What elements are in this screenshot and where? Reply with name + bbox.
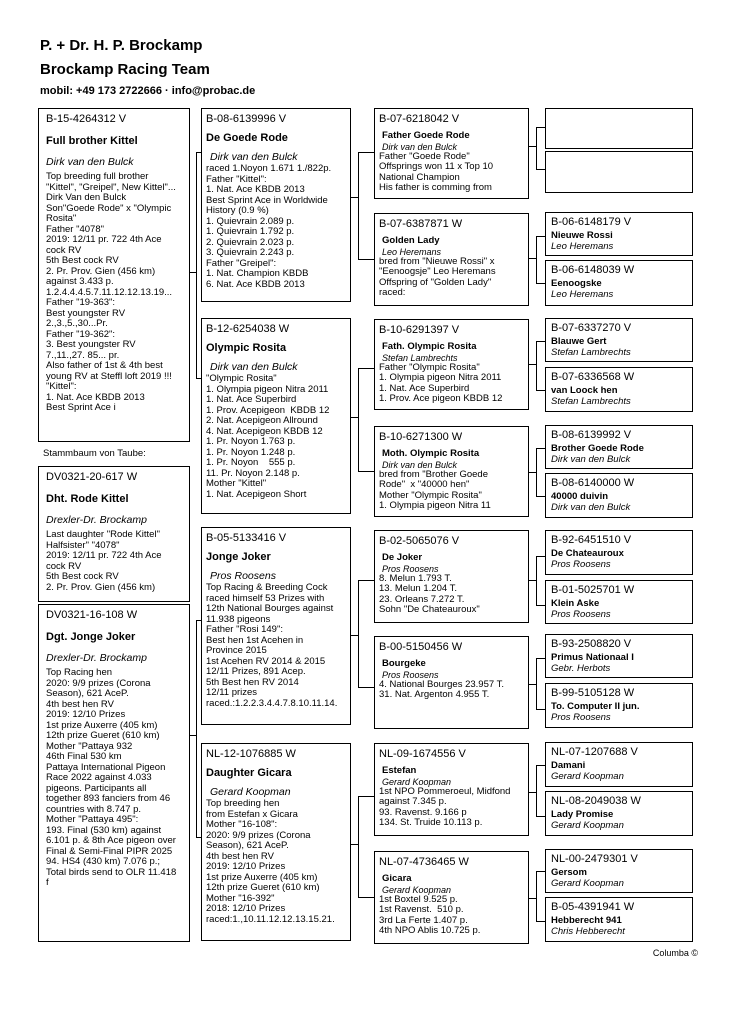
connector <box>536 871 537 922</box>
connector <box>536 556 545 557</box>
breeder-owner: Gerard Koopman <box>210 786 291 798</box>
ring-number: B-06-6148179 V <box>551 216 632 228</box>
ring-number: B-01-5025701 W <box>551 584 635 596</box>
connector <box>350 635 358 636</box>
parent-card-mother[interactable] <box>201 318 351 514</box>
pigeon-name: Estefan <box>382 765 417 776</box>
breeder-owner: Stefan Lambrechts <box>382 352 458 363</box>
pedigree-notes: 4. National Bourges 23.957 T. 31. Nat. Argenton 4.955 T. <box>379 678 504 700</box>
breeder-name: P. + Dr. H. P. Brockamp <box>40 37 203 54</box>
pedigree-notes: bred from "Nieuwe Rossi" x "Eenoogsje" Leo Heremans Offspring of "Golden Lady" raced: <box>379 255 496 298</box>
pigeon-name: Father Goede Rode <box>382 130 470 141</box>
ring-number: B-15-4264312 V <box>46 113 127 125</box>
pedigree-notes: bred from "Brother Goede Rode" x "40000 hen" Mother "Olympic Rosita" 1. Olympia pigeon Nitra 11 <box>379 468 491 511</box>
ring-number: B-02-5065076 V <box>379 535 460 547</box>
great-grandparent-card[interactable] <box>545 849 693 893</box>
pigeon-name: Fath. Olympic Rosita <box>382 341 477 352</box>
pigeon-name: Nieuwe Rossi <box>551 230 613 241</box>
breeder-owner: Pros Roosens <box>382 669 439 680</box>
pedigree-notes: Father "Goede Rode" Offsprings won 11 x Top 10 National Champion His father is comming from <box>379 150 494 193</box>
pigeon-name: Olympic Rosita <box>206 342 287 354</box>
breeder-owner: Dirk van den Bulck <box>210 361 298 373</box>
pigeon-name: Klein Aske <box>551 598 600 609</box>
connector <box>536 341 545 342</box>
pigeon-name: Daughter Gicara <box>206 767 292 779</box>
pigeon-name: Full brother Kittel <box>46 135 138 147</box>
great-grandparent-card[interactable] <box>545 367 693 412</box>
pedigree-notes: "Olympic Rosita" 1. Olympia pigeon Nitra 2011 1. Nat. Ace Superbird 1. Prov. Acepigeon KBDB 12 2. Nat. Acepigeon Allround 4. Nat. Acepigeon KBDB 12 1. Pr. Noyon 1.763 p. 1. Pr. Noyon 1.248 p. 1. Pr. Noyon 555 p. 11. Pr. Noyon 2.148 p. Mother "Kittel" 1. Nat. Acepigeon Short <box>206 373 330 500</box>
ring-number: B-00-5150456 W <box>379 641 463 653</box>
team-name: Brockamp Racing Team <box>40 61 210 78</box>
breeder-owner: Drexler-Dr. Brockamp <box>46 514 147 526</box>
pigeon-name: Bourgeke <box>382 658 426 669</box>
breeder-owner: Chris Hebberecht <box>551 926 625 937</box>
connector <box>536 709 545 710</box>
ring-number: B-07-6336568 W <box>551 371 635 383</box>
connector <box>358 796 374 797</box>
grandparent-card[interactable] <box>374 426 529 517</box>
sister-card-1[interactable] <box>38 466 190 602</box>
connector <box>528 898 536 899</box>
connector <box>536 448 537 497</box>
pigeon-name: De Joker <box>382 552 423 563</box>
great-grandparent-card[interactable] <box>545 683 693 728</box>
ring-number: B-93-2508820 V <box>551 638 632 650</box>
grandparent-card[interactable] <box>374 530 529 623</box>
pedigree-notes: 8. Melun 1.793 T. 13. Melun 1.204 T. 23. Orleans 7.272 T. Sohn "De Chateauroux" <box>379 572 480 615</box>
great-grandparent-card[interactable] <box>545 634 693 678</box>
great-grandparent-card[interactable] <box>545 151 693 193</box>
breeder-owner: Dirk van den Bulck <box>210 151 298 163</box>
great-grandparent-card[interactable] <box>545 897 693 942</box>
great-grandparent-card[interactable] <box>545 108 693 149</box>
grandparent-card[interactable] <box>374 743 529 836</box>
connector <box>536 816 545 817</box>
breeder-owner: Gerard Koopman <box>551 771 624 782</box>
ring-number: DV0321-20-617 W <box>46 471 138 483</box>
connector <box>189 735 196 736</box>
breeder-owner: Pros Roosens <box>551 609 611 620</box>
ring-number: B-05-4391941 W <box>551 901 635 913</box>
pigeon-name: De Chateauroux <box>551 548 624 559</box>
pigeon-name: Dgt. Jonge Joker <box>46 631 136 643</box>
breeder-owner: Dirk van den Bulck <box>382 141 458 152</box>
connector <box>536 390 545 391</box>
sister-card-2[interactable] <box>38 604 190 942</box>
ring-number: B-06-6148039 W <box>551 264 635 276</box>
breeder-owner: Drexler-Dr. Brockamp <box>46 652 147 664</box>
pigeon-name: Damani <box>551 760 586 771</box>
connector <box>350 417 358 418</box>
pigeon-name: Lady Promise <box>551 809 614 820</box>
pigeon-name: van Loock hen <box>551 385 618 396</box>
pedigree-notes: Father "Olympic Rosita" 1. Olympia pigeon Nitra 2011 1. Nat. Ace Superbird 1. Prov. Ace pigeon KBDB 12 <box>379 361 503 404</box>
connector <box>358 152 359 260</box>
breeder-owner: Pros Roosens <box>382 563 439 574</box>
connector <box>358 580 359 688</box>
parent-card-mother-2[interactable] <box>201 743 351 941</box>
breeder-owner: Dirk van den Bulck <box>46 156 134 168</box>
pigeon-name: Gicara <box>382 873 412 884</box>
ring-number: B-10-6271300 W <box>379 431 463 443</box>
breeder-owner: Dirk van den Bulck <box>551 454 631 465</box>
grandparent-card[interactable] <box>374 108 529 199</box>
great-grandparent-card[interactable] <box>545 473 693 518</box>
ring-number: NL-00-2479301 V <box>551 853 638 865</box>
ring-number: B-12-6254038 W <box>206 323 290 335</box>
ring-number: NL-12-1076885 W <box>206 748 296 760</box>
pedigree-notes: 1st Boxtel 9.525 p. 1st Ravenst. 510 p. 3rd La Ferte 1.407 p. 4th NPO Ablis 10.725 p. <box>379 893 481 936</box>
connector <box>358 368 359 472</box>
great-grandparent-card[interactable] <box>545 530 693 575</box>
pedigree-notes: Top Racing & Breeding Cock raced himself 53 Prizes with 12th National Bourges against 11.938 pigeons Father "Rosi 149": Best hen 1st Acehen in Province 2015 1st Acehen RV 2014 & 2015 12/11 Prizes, 891 Acep. 5th Best hen RV 2014 12/11 prizes raced.:1.2.2.3.4.4.7.8.10.11.14. <box>206 582 338 709</box>
connector <box>536 921 545 922</box>
pigeon-name: Blauwe Gert <box>551 336 607 347</box>
grandparent-card[interactable] <box>374 636 529 729</box>
connector <box>536 658 537 710</box>
connector <box>528 580 536 581</box>
connector <box>528 684 536 685</box>
connector <box>528 146 536 147</box>
connector <box>536 765 545 766</box>
connector <box>358 368 374 369</box>
pigeon-name: Gersom <box>551 867 587 878</box>
pedigree-notes: raced 1.Noyon 1.671 1./822p. Father "Kittel": 1. Nat. Ace KBDB 2013 Best Sprint Ace in Worldwide History (0.9 %) 1. Quievrain 2.089 p. 1. Quievrain 1.792 p. 2. Quievrain 2.023 p. 3. Quievrain 2.243 p. Father "Greipel": 1. Nat. Champion KBDB 6. Nat. Ace KBDB 2013 <box>206 163 332 290</box>
ring-number: B-10-6291397 V <box>379 324 460 336</box>
great-grandparent-card[interactable] <box>545 260 693 306</box>
great-grandparent-card[interactable] <box>545 580 693 624</box>
ring-number: B-07-6218042 V <box>379 113 460 125</box>
grandparent-card[interactable] <box>374 851 529 944</box>
pigeon-name: Primus Nationaal I <box>551 652 634 663</box>
ring-number: B-08-6140000 W <box>551 477 635 489</box>
contact-line: mobil: +49 173 2722666 · info@probac.de <box>40 85 256 97</box>
connector <box>358 152 374 153</box>
pigeon-name: Dht. Rode Kittel <box>46 493 129 505</box>
connector <box>536 556 537 606</box>
connector <box>528 792 536 793</box>
ring-number: B-08-6139992 V <box>551 429 632 441</box>
breeder-owner: Stefan Lambrechts <box>551 396 631 407</box>
pigeon-name: 40000 duivin <box>551 491 609 502</box>
pigeon-name: De Goede Rode <box>206 132 288 144</box>
pedigree-notes: Top breeding full brother "Kittel", "Greipel", New Kittel"... Dirk Van den Bulck Son"Goede Rode" x "Olympic Rosita" Father "4078" 2019: 12/11 pr. 722 4th Ace cock RV 5th Best cock RV 2. Pr. Prov. Gien (456 km) against 3.433 p. 1.2.4.4.4.5.7.11.12.12.13.19... Father "19-363": Best youngster RV 2.,3.,5.,30...Pr. Father "19-362": 3. Best youngster RV 7.,11.,27. 85... pr. Also father of 1st & 4th best young RV at Steffl loft 2019 !!! "Kittel": 1. Nat. Ace KBDB 2013 Best Sprint Ace i <box>46 171 176 413</box>
connector <box>350 197 358 198</box>
ring-number: B-99-5105128 W <box>551 687 635 699</box>
pigeon-name: Hebberecht 941 <box>551 915 622 926</box>
ring-number: B-08-6139996 V <box>206 113 287 125</box>
pigeon-name: Golden Lady <box>382 235 440 246</box>
subject-pigeon-card[interactable] <box>38 108 190 442</box>
ring-number: NL-09-1674556 V <box>379 748 466 760</box>
breeder-owner: Gerard Koopman <box>551 878 624 889</box>
pigeon-name: To. Computer II jun. <box>551 701 640 712</box>
ring-number: DV0321-16-108 W <box>46 609 138 621</box>
connector <box>536 605 545 606</box>
columba-copyright: Columba © <box>652 948 698 958</box>
breeder-owner: Pros Roosens <box>551 559 611 570</box>
connector <box>536 658 545 659</box>
pedigree-notes: Top Racing hen 2020: 9/9 prizes (Corona Season), 621 AceP. 4th best hen RV 2019: 12/10 Prizes 1st prize Auxerre (405 km) 12th prize Gueret (610 km) Mother "Pattaya 932 46th Final 530 km Pattaya International Pigeon Race 2022 against 4.033 pigeons. Participants all together 893 fanciers from 46 countries with 8.747 p. Mother "Pattaya 495": 193. Final (530 km) against 6.101 p. & 8th Ace pigeon over Final & Semi-Final PIPR 2025 94. HS4 (430 km) 7.076 p.; Total birds send to OLR 11.418 f <box>46 667 177 888</box>
connector <box>536 169 545 170</box>
connector <box>358 796 359 898</box>
pedigree-notes: Top breeding hen from Estefan x Gicara Mother "16-108": 2020: 9/9 prizes (Corona Season), 621 AceP. 4th best hen RV 2019: 12/10 Prizes 1st prize Auxerre (405 km) 12th prize Gueret (610 km) Mother "16-392" 2018: 12/10 Prizes raced:1.,10.11.12.12.13.15.21. <box>206 798 335 925</box>
ring-number: B-07-6387871 W <box>379 218 463 230</box>
connector <box>536 236 545 237</box>
great-grandparent-card[interactable] <box>545 212 693 256</box>
ring-number: NL-07-4736465 W <box>379 856 469 868</box>
connector <box>536 496 545 497</box>
great-grandparent-card[interactable] <box>545 425 693 469</box>
connector <box>536 127 545 128</box>
breeder-owner: Gerard Koopman <box>382 776 452 787</box>
pigeon-name: Moth. Olympic Rosita <box>382 448 480 459</box>
parent-card-father-2[interactable] <box>201 527 351 725</box>
connector <box>189 272 196 273</box>
pigeon-name: Eenoogske <box>551 278 602 289</box>
connector <box>358 580 374 581</box>
breeder-owner: Pros Roosens <box>210 570 276 582</box>
breeder-owner: Dirk van den Bulck <box>551 502 631 513</box>
pigeon-name: Jonge Joker <box>206 551 271 563</box>
ring-number: NL-07-1207688 V <box>551 746 638 758</box>
ring-number: B-07-6337270 V <box>551 322 632 334</box>
breeder-owner: Pros Roosens <box>551 712 611 723</box>
great-grandparent-card[interactable] <box>545 742 693 787</box>
connector <box>536 871 545 872</box>
connector <box>528 472 536 473</box>
connector <box>536 283 545 284</box>
pigeon-name: Brother Goede Rode <box>551 443 644 454</box>
connector <box>358 687 374 688</box>
breeder-owner: Dirk van den Bulck <box>382 459 458 470</box>
parent-card-father[interactable] <box>201 108 351 302</box>
connector <box>350 844 358 845</box>
connector <box>536 341 537 391</box>
connector <box>536 127 537 170</box>
breeder-owner: Stefan Lambrechts <box>551 347 631 358</box>
connector <box>196 620 197 838</box>
pedigree-notes: 1st NPO Pommeroeul, Midfond against 7.345 p. 93. Ravenst. 9.166 p 134. St. Truide 10.113 p. <box>379 785 511 828</box>
breeder-owner: Gerard Koopman <box>551 820 624 831</box>
great-grandparent-card[interactable] <box>545 318 693 362</box>
grandparent-card[interactable] <box>374 213 529 306</box>
grandparent-card[interactable] <box>374 319 529 410</box>
great-grandparent-card[interactable] <box>545 791 693 836</box>
breeder-owner: Leo Heremans <box>551 289 614 300</box>
connector <box>358 471 374 472</box>
breeder-owner: Gerard Koopman <box>382 884 452 895</box>
pedigree-notes: Last daughter "Rode Kittel" Halfsister" "4078" 2019: 12/11 pr. 722 4th Ace cock RV 5th Best cock RV 2. Pr. Prov. Gien (456 km) <box>46 529 162 593</box>
ring-number: NL-08-2049038 W <box>551 795 641 807</box>
ring-number: B-05-5133416 V <box>206 532 287 544</box>
connector <box>528 258 536 259</box>
connector <box>536 236 537 284</box>
breeder-owner: Leo Heremans <box>551 241 614 252</box>
ring-number: B-92-6451510 V <box>551 534 632 546</box>
breeder-owner: Gebr. Herbots <box>551 663 611 674</box>
connector <box>536 448 545 449</box>
connector <box>196 152 197 379</box>
connector <box>536 765 537 817</box>
connector <box>358 259 374 260</box>
connector <box>528 364 536 365</box>
stammbaum-label: Stammbaum von Taube: <box>43 448 146 459</box>
connector <box>358 897 374 898</box>
breeder-owner: Leo Heremans <box>382 246 442 257</box>
